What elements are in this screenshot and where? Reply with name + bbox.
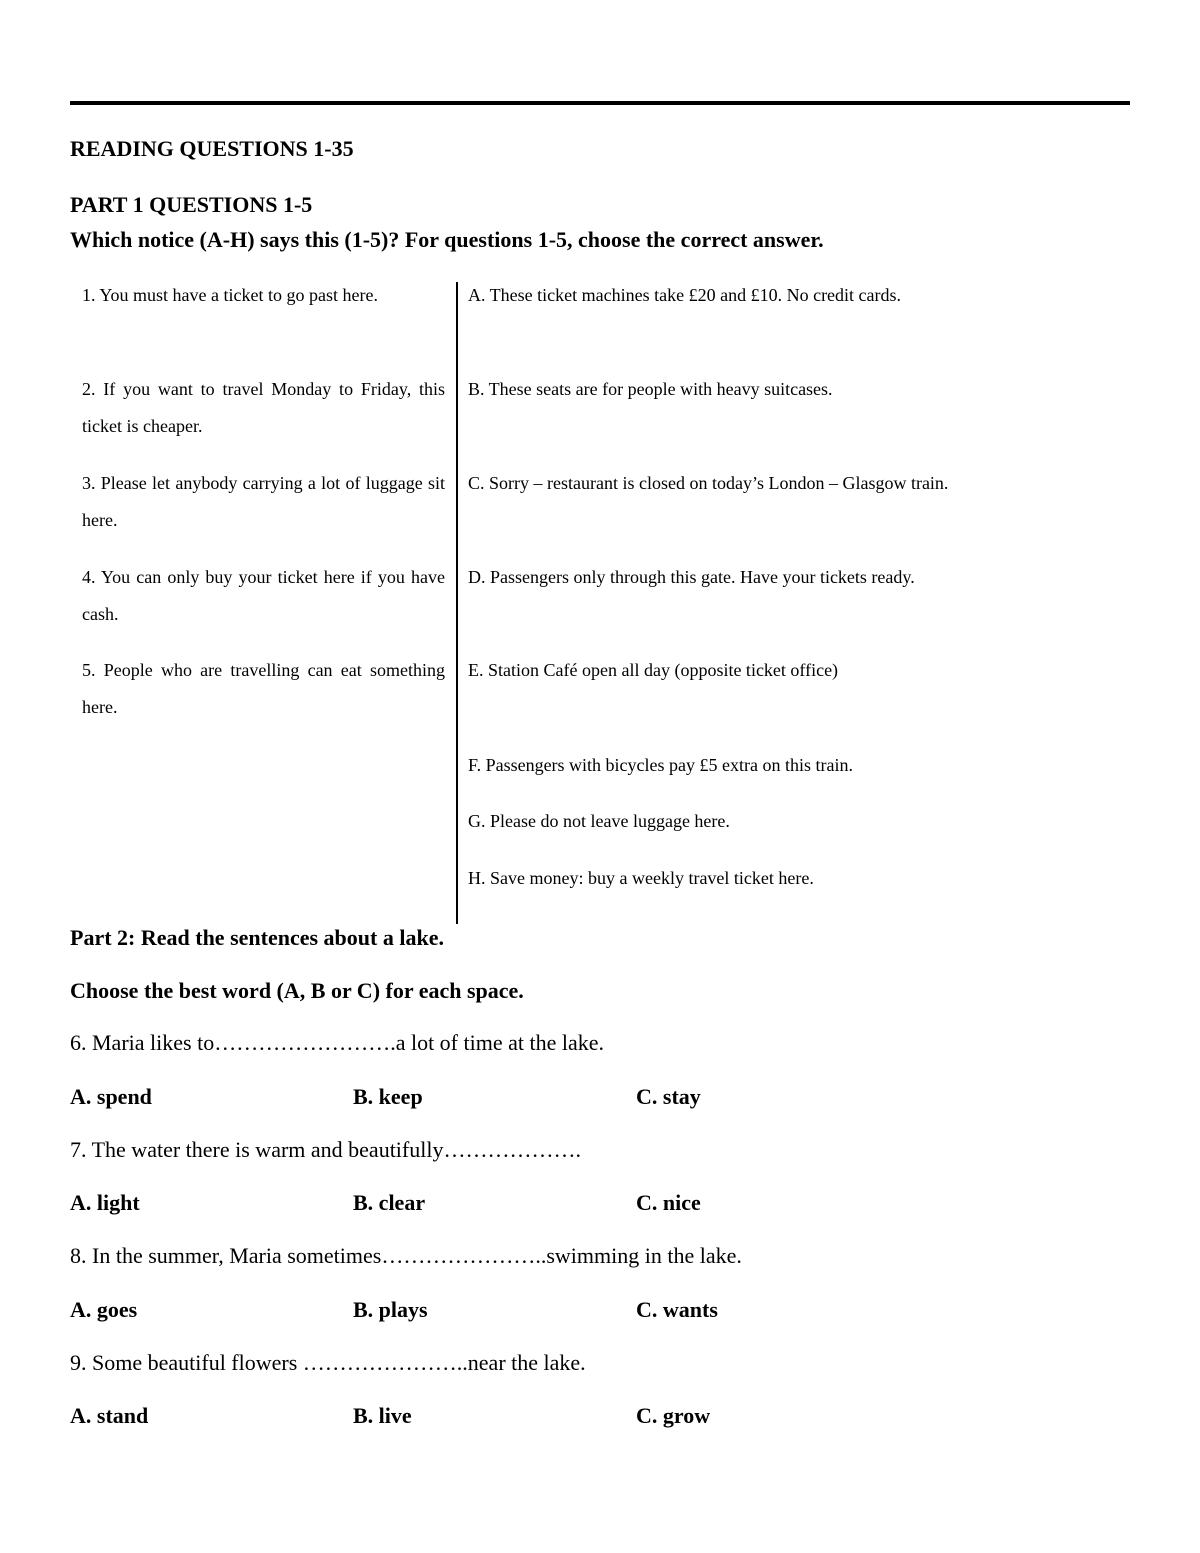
notice-a: A. These ticket machines take £20 and £10. No credit cards. — [468, 285, 902, 305]
notice-c: C. Sorry – restaurant is closed on today’s London – Glasgow train. — [468, 473, 949, 493]
notice-d: D. Passengers only through this gate. Have your tickets ready. — [468, 567, 915, 587]
notice-g: G. Please do not leave luggage here. — [468, 811, 730, 831]
part2-instruction: Choose the best word (A, B or C) for each space. — [70, 978, 524, 1003]
question-1: 1. You must have a ticket to go past here. — [82, 285, 378, 305]
page-title: READING QUESTIONS 1-35 — [70, 136, 354, 161]
question-9-option-a: A. stand — [70, 1403, 149, 1428]
question-3: 3. Please let anybody carrying a lot of luggage sit here. — [82, 473, 445, 530]
top-horizontal-rule — [70, 101, 1130, 105]
question-7-option-b: B. clear — [353, 1190, 426, 1215]
question-6-option-a: A. spend — [70, 1084, 152, 1109]
notice-f: F. Passengers with bicycles pay £5 extra on this train. — [468, 755, 853, 775]
part1-instruction: Which notice (A-H) says this (1-5)? For questions 1-5, choose the correct answer. — [70, 227, 824, 252]
question-6-option-c: C. stay — [636, 1084, 701, 1109]
question-6-option-b: B. keep — [353, 1084, 423, 1109]
part1-heading: PART 1 QUESTIONS 1-5 — [70, 192, 313, 217]
question-5: 5. People who are travelling can eat something here. — [82, 660, 445, 717]
table-column-divider — [456, 282, 458, 924]
question-8-option-c: C. wants — [636, 1297, 718, 1322]
notice-h: H. Save money: buy a weekly travel ticket here. — [468, 868, 814, 888]
question-9-option-b: B. live — [353, 1403, 412, 1428]
question-9: 9. Some beautiful flowers …………………..near the lake. — [70, 1350, 586, 1375]
question-8-option-a: A. goes — [70, 1297, 138, 1322]
question-8: 8. In the summer, Maria sometimes…………………..swimming in the lake. — [70, 1243, 742, 1268]
question-6: 6. Maria likes to…………………….a lot of time at the lake. — [70, 1030, 605, 1055]
question-4: 4. You can only buy your ticket here if you have cash. — [82, 567, 445, 624]
question-7-option-c: C. nice — [636, 1190, 701, 1215]
notice-e: E. Station Café open all day (opposite ticket office) — [468, 660, 839, 680]
question-7: 7. The water there is warm and beautifully………………. — [70, 1137, 581, 1162]
question-9-option-c: C. grow — [636, 1403, 711, 1428]
question-8-option-b: B. plays — [353, 1297, 428, 1322]
notice-b: B. These seats are for people with heavy suitcases. — [468, 379, 833, 399]
question-2: 2. If you want to travel Monday to Friday, this ticket is cheaper. — [82, 379, 445, 436]
part2-heading: Part 2: Read the sentences about a lake. — [70, 925, 444, 950]
question-7-option-a: A. light — [70, 1190, 140, 1215]
